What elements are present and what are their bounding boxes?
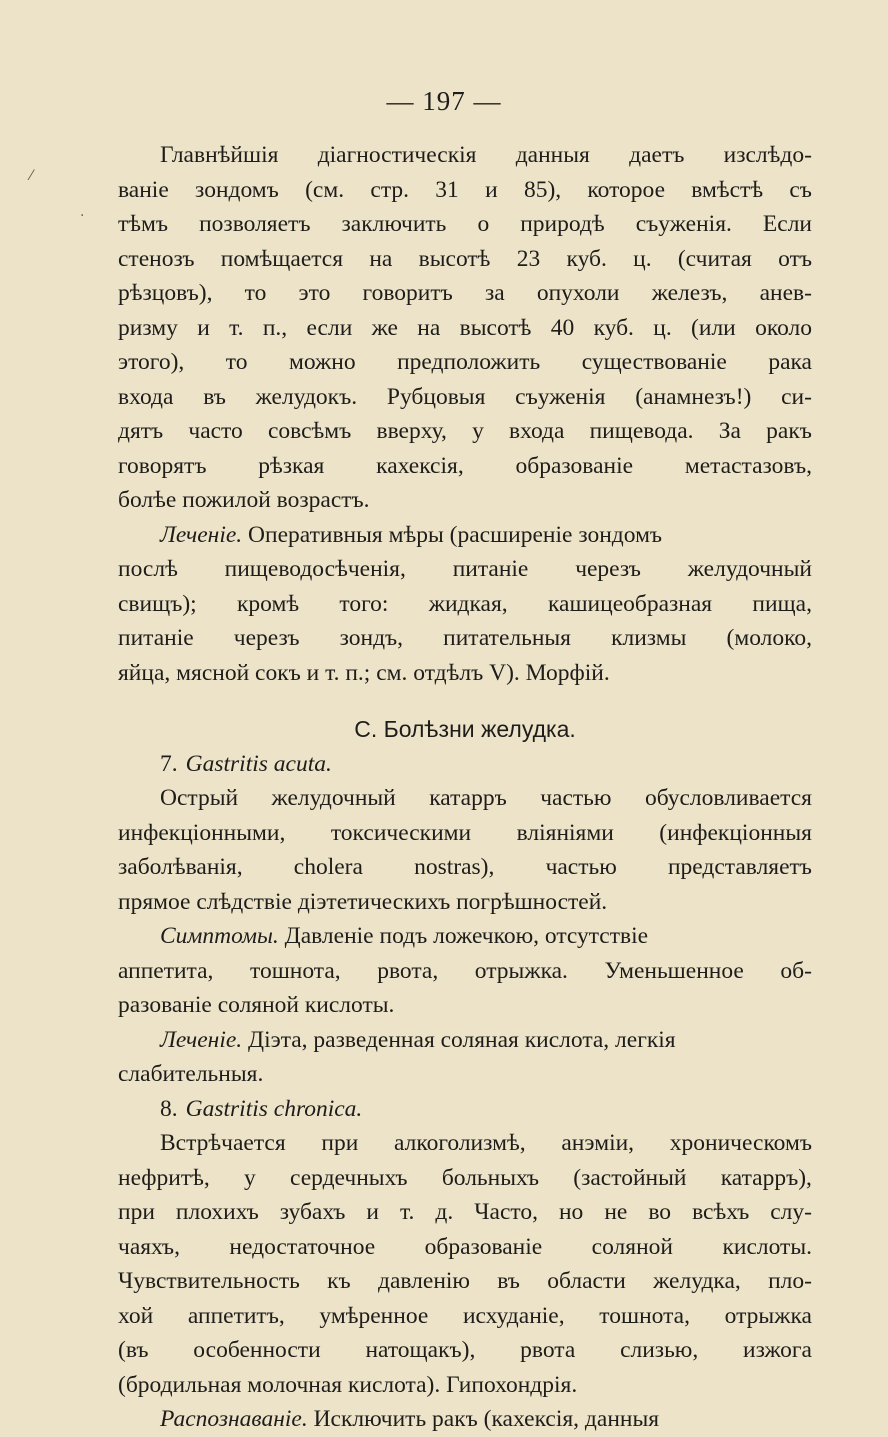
treatment-label: Леченіе.	[160, 1026, 243, 1053]
text-line: свищъ); кромѣ того: жидкая, кашицеобразная пища,	[118, 590, 812, 617]
item-number: 8.	[160, 1095, 178, 1122]
text-line: тѣмъ позволяетъ заключить о природѣ съуженія. Если	[118, 211, 812, 237]
text-line: Чувствительность къ давленію въ области желудка, пло-	[118, 1268, 812, 1294]
text-line: разованіе соляной кислоты.	[118, 992, 395, 1018]
diagnosis-text: Исключить ракъ (кахексія, данныя	[307, 1406, 660, 1432]
text-line: чаяхъ, недостаточное образованіе соляной кислоты.	[118, 1233, 812, 1260]
item-heading	[118, 1092, 812, 1127]
treatment-line	[118, 518, 812, 553]
text-line: входа въ желудокъ. Рубцовыя съуженія (анамнезъ!) си-	[118, 383, 812, 410]
text-line: послѣ пищеводосѣченія, питаніе черезъ желудочный	[118, 556, 812, 582]
page-number: — 197 —	[386, 86, 502, 116]
symptoms-label: Симптомы.	[160, 923, 279, 949]
symptoms-line	[118, 919, 812, 954]
text-line: инфекціонными, токсическими вліяніями (инфекціонныя	[118, 819, 812, 846]
text-line: Главнѣйшія діагностическія данныя даетъ изслѣдо-	[160, 142, 812, 168]
diagnosis-line	[118, 1402, 812, 1437]
text-line: прямое слѣдствіе діэтетическихъ погрѣшностей.	[118, 888, 608, 915]
text-line: ваніе зондомъ (см. стр. 31 и 85), которое вмѣстѣ съ	[118, 176, 812, 203]
text-line: Встрѣчается при алкоголизмѣ, анэміи, хроническомъ	[160, 1130, 812, 1156]
text-line: говорятъ рѣзкая кахексія, образованіе метастазовъ,	[118, 452, 812, 479]
item-heading	[118, 747, 812, 782]
text-line: дятъ часто совсѣмъ вверху, у входа пищевода. За ракъ	[118, 418, 812, 444]
text-line: ризму и т. п., если же на высотѣ 40 куб. ц. (или около	[118, 314, 812, 341]
text-line: (въ особенности натощакъ), рвота слизью, изжога	[118, 1337, 812, 1363]
symptoms-text: Давленіе подъ ложечкою, отсутствіе	[278, 923, 649, 949]
text-line: (бродильная молочная кислота). Гипохондрія.	[118, 1371, 578, 1398]
treatment-line	[118, 1023, 812, 1058]
treatment-label: Леченіе.	[160, 521, 243, 548]
item-number: 7.	[160, 750, 178, 777]
item-title: Gastritis acuta.	[185, 750, 332, 777]
text-line: яйца, мясной сокъ и т. п.; см. отдѣлъ V). Морфій.	[118, 659, 610, 686]
text-line: при плохихъ зубахъ и т. д. Часто, но не во всѣхъ слу-	[118, 1199, 812, 1225]
text-line: этого), то можно предположить существованіе рака	[118, 349, 812, 375]
text-line: аппетита, тошнота, рвота, отрыжка. Уменьшенное об-	[118, 957, 812, 984]
text-column	[118, 138, 812, 1437]
text-line: слабительныя.	[118, 1061, 264, 1087]
item-title: Gastritis chronica.	[185, 1095, 363, 1122]
text-line: Острый желудочный катарръ частью обусловливается	[160, 785, 812, 811]
text-line: нефритѣ, у сердечныхъ больныхъ (застойный катарръ),	[118, 1164, 812, 1191]
treatment-text: Оперативныя мѣры (расширеніе зондомъ	[242, 521, 663, 548]
text-line: питаніе черезъ зондъ, питательныя клизмы (молоко,	[118, 625, 812, 651]
section-heading: C. Болѣзни желудка.	[354, 716, 576, 742]
margin-dot: ·	[80, 208, 85, 224]
text-line: заболѣванія, cholera nostras), частью представляетъ	[118, 854, 812, 880]
text-line: хой аппетитъ, умѣренное исхуданіе, тошнота, отрыжка	[118, 1302, 812, 1329]
text-line: болѣе пожилой возрастъ.	[118, 487, 370, 513]
diagnosis-label: Распознаваніе.	[160, 1406, 308, 1432]
margin-mark: ⁄	[30, 168, 33, 184]
treatment-text: Діэта, разведенная соляная кислота, легкія	[242, 1026, 676, 1053]
text-line: стенозъ помѣщается на высотѣ 23 куб. ц. (считая отъ	[118, 245, 812, 272]
text-line: рѣзцовъ), то это говоритъ за опухоли железъ, анев-	[118, 280, 812, 306]
